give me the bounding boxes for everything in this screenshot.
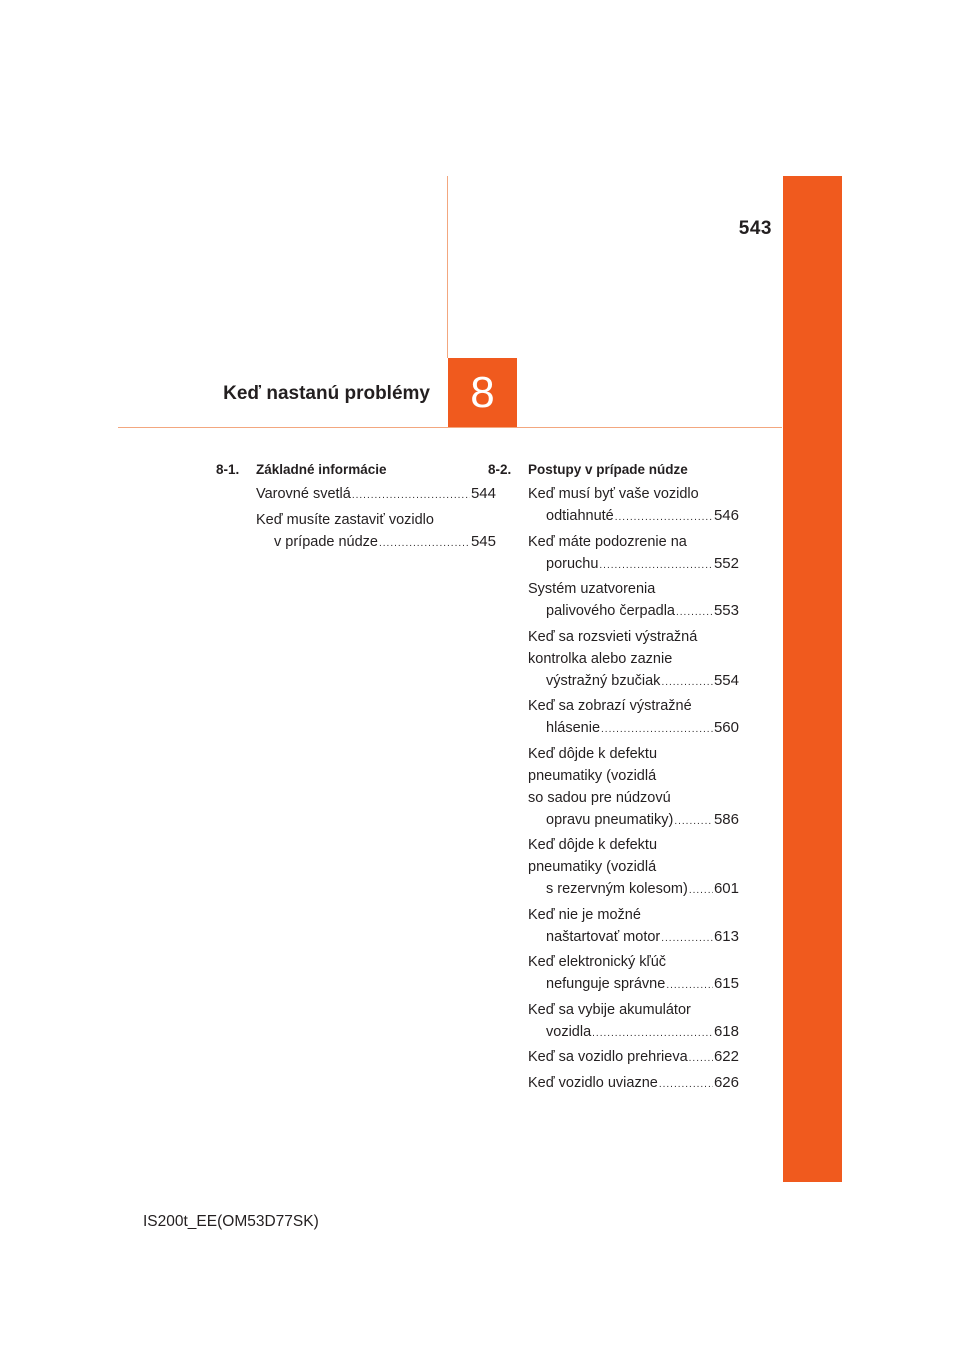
dot-leader bbox=[661, 672, 713, 694]
toc-entry-text: palivového čerpadla bbox=[546, 603, 675, 619]
toc-entry[interactable] bbox=[528, 1046, 739, 1070]
toc-entry-line bbox=[528, 1046, 739, 1070]
toc-page-number: 615 bbox=[713, 975, 739, 992]
toc-entry-text: pneumatiky (vozidlá bbox=[528, 859, 657, 875]
toc-page-number: 626 bbox=[713, 1073, 739, 1091]
toc-page-number: 613 bbox=[713, 927, 739, 945]
toc-entry[interactable] bbox=[528, 578, 739, 624]
toc-entry-line bbox=[528, 1072, 739, 1096]
section-number: 8-2. bbox=[488, 462, 512, 477]
toc-entry[interactable] bbox=[528, 483, 739, 529]
toc-entry-line bbox=[528, 717, 739, 741]
dot-leader bbox=[659, 1074, 713, 1096]
chapter-side-tab bbox=[783, 176, 842, 1182]
toc-entry-text: Keď sa rozsvieti výstražná bbox=[528, 628, 698, 645]
toc-entry-text: kontrolka alebo zaznie bbox=[528, 650, 673, 667]
section-heading bbox=[488, 457, 739, 483]
toc-entry-line bbox=[256, 483, 496, 507]
toc-entry-text: hlásenie bbox=[546, 720, 601, 736]
toc-entry-line bbox=[528, 600, 739, 624]
toc-page-number: 586 bbox=[713, 810, 739, 828]
toc-entry[interactable] bbox=[256, 483, 496, 507]
dot-leader bbox=[676, 602, 713, 624]
toc-entry[interactable] bbox=[528, 626, 739, 694]
dot-leader bbox=[661, 928, 713, 950]
section-title: Základné informácie bbox=[256, 462, 387, 477]
dot-leader bbox=[666, 975, 713, 997]
toc-entry-line bbox=[528, 973, 739, 997]
toc-entry-line bbox=[528, 553, 739, 577]
toc-page-number: 545 bbox=[470, 532, 496, 550]
toc-entry-text: nefunguje správne bbox=[546, 976, 666, 992]
toc-entry[interactable] bbox=[528, 531, 739, 577]
toc-entry-text: Keď vozidlo uviazne bbox=[528, 1074, 658, 1091]
toc-page-number: 544 bbox=[470, 485, 496, 502]
toc-page-number: 552 bbox=[713, 554, 739, 572]
dot-leader bbox=[601, 719, 713, 741]
toc-entry-text: opravu pneumatiky) bbox=[546, 811, 674, 828]
dot-leader bbox=[689, 880, 713, 902]
toc-entry-line bbox=[528, 505, 739, 529]
toc-entry-text: Varovné svetlá bbox=[256, 486, 351, 502]
model-code-footer: IS200t_EE(OM53D77SK) bbox=[143, 1213, 319, 1230]
header-horizontal-rule bbox=[118, 427, 782, 428]
toc-entry[interactable] bbox=[528, 951, 739, 997]
toc-entry-text: Keď sa vybije akumulátor bbox=[528, 1001, 691, 1018]
section-number: 8-1. bbox=[216, 462, 240, 477]
toc-entry-text: Systém uzatvorenia bbox=[528, 581, 656, 597]
toc-entry[interactable] bbox=[528, 904, 739, 950]
toc-entry[interactable] bbox=[528, 999, 739, 1045]
toc-entry-line bbox=[528, 926, 739, 950]
toc-entry-text: Keď sa vozidlo prehrieva bbox=[528, 1049, 688, 1065]
toc-entry-text: vozidla bbox=[546, 1023, 592, 1040]
header-vertical-rule bbox=[447, 176, 448, 358]
toc-page-number: 554 bbox=[713, 671, 739, 689]
toc-entry-text: Keď sa zobrazí výstražné bbox=[528, 698, 692, 714]
toc-entry-text: Keď dôjde k defektu bbox=[528, 745, 658, 762]
toc-entry-text: odtiahnuté bbox=[546, 508, 614, 524]
toc-page-number: 618 bbox=[713, 1022, 739, 1040]
dot-leader bbox=[379, 533, 470, 555]
toc-entry-text: Keď máte podozrenie na bbox=[528, 533, 687, 550]
toc-entry[interactable] bbox=[256, 509, 496, 555]
toc-entry-text: pneumatiky (vozidlá bbox=[528, 767, 657, 784]
toc-page-number: 553 bbox=[713, 602, 739, 619]
toc-entry-text: Keď musí byť vaše vozidlo bbox=[528, 486, 699, 502]
section-heading bbox=[216, 457, 496, 483]
dot-leader bbox=[674, 811, 713, 833]
toc-entry-text: Keď nie je možné bbox=[528, 906, 641, 923]
toc-entry[interactable] bbox=[528, 695, 739, 741]
toc-entry-line bbox=[528, 1021, 739, 1045]
toc-entry-line bbox=[256, 531, 496, 555]
dot-leader bbox=[599, 555, 713, 577]
toc-entry-text: so sadou pre núdzovú bbox=[528, 789, 671, 806]
toc-entry-text: Keď dôjde k defektu bbox=[528, 837, 658, 853]
toc-entry-line bbox=[528, 670, 739, 694]
toc-entry[interactable] bbox=[528, 743, 739, 833]
toc-entry-text: v prípade núdze bbox=[274, 533, 378, 550]
toc-entry-text: naštartovať motor bbox=[546, 928, 661, 945]
toc-page-number: 601 bbox=[713, 880, 739, 897]
toc-entry-text: s rezervným kolesom) bbox=[546, 881, 688, 897]
dot-leader bbox=[352, 485, 470, 507]
toc-entry[interactable] bbox=[528, 1072, 739, 1096]
toc-entry-text: Keď musíte zastaviť vozidlo bbox=[256, 511, 434, 528]
chapter-number-badge: 8 bbox=[448, 358, 517, 427]
toc-entry-text: výstražný bzučiak bbox=[546, 672, 661, 689]
toc-section-8-1 bbox=[216, 457, 496, 556]
toc-entry-line bbox=[528, 809, 739, 833]
page-number: 543 bbox=[738, 218, 772, 239]
toc-entry[interactable] bbox=[528, 834, 739, 902]
chapter-title: Keď nastanú problémy bbox=[223, 383, 430, 404]
section-title: Postupy v prípade núdze bbox=[528, 462, 688, 477]
toc-entry-text: poruchu bbox=[546, 555, 599, 572]
dot-leader bbox=[592, 1023, 713, 1045]
dot-leader bbox=[615, 507, 713, 529]
toc-entry-line bbox=[528, 878, 739, 902]
toc-page-number: 546 bbox=[713, 507, 739, 524]
toc-section-8-2 bbox=[488, 457, 739, 1097]
toc-page-number: 560 bbox=[713, 719, 739, 736]
toc-entry-text: Keď elektronický kľúč bbox=[528, 954, 667, 970]
toc-page-number: 622 bbox=[713, 1048, 739, 1065]
dot-leader bbox=[689, 1048, 713, 1070]
